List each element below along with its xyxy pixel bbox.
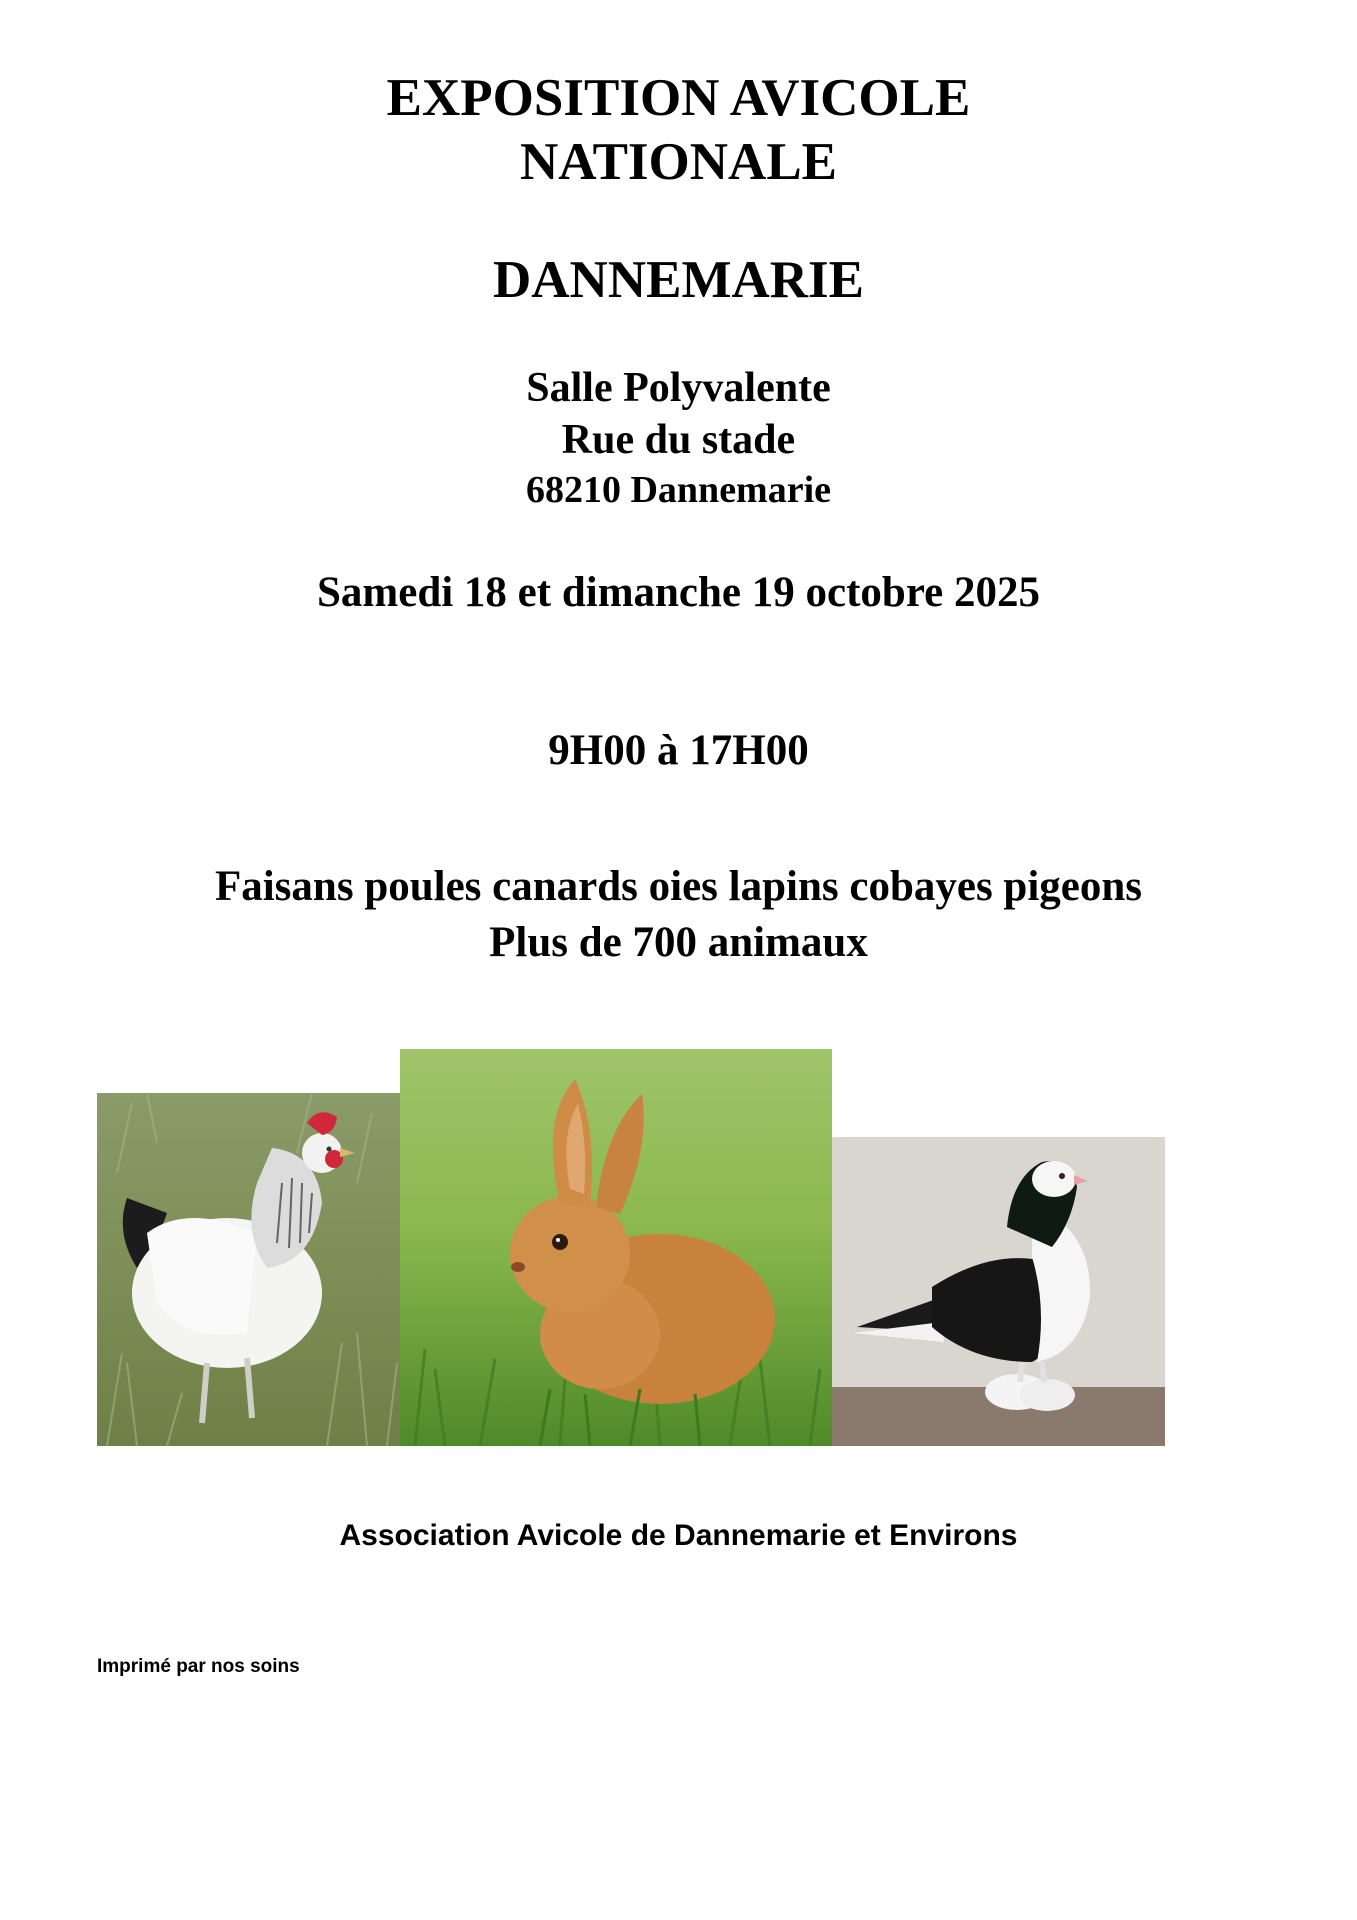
animal-count: Plus de 700 animaux	[489, 919, 868, 966]
print-note: Imprimé par nos soins	[97, 1656, 300, 1677]
venue-name: Salle Polyvalente	[526, 365, 831, 411]
title-line-2: NATIONALE	[519, 133, 838, 191]
animal-types: Faisans poules canards oies lapins cobayes pigeons	[214, 863, 1143, 910]
city-heading: DANNEMARIE	[493, 251, 864, 309]
venue-postcode: 68210 Dannemarie	[525, 469, 832, 511]
rabbit-photo	[400, 1049, 832, 1446]
hen-photo	[97, 1093, 400, 1446]
title-line-1: EXPOSITION AVICOLE	[386, 69, 971, 127]
pigeon-photo	[832, 1137, 1165, 1446]
organizer: Association Avicole de Dannemarie et Environs	[339, 1519, 1018, 1552]
event-dates: Samedi 18 et dimanche 19 octobre 2025	[317, 569, 1040, 616]
venue-street: Rue du stade	[561, 417, 796, 463]
event-hours: 9H00 à 17H00	[548, 727, 809, 774]
